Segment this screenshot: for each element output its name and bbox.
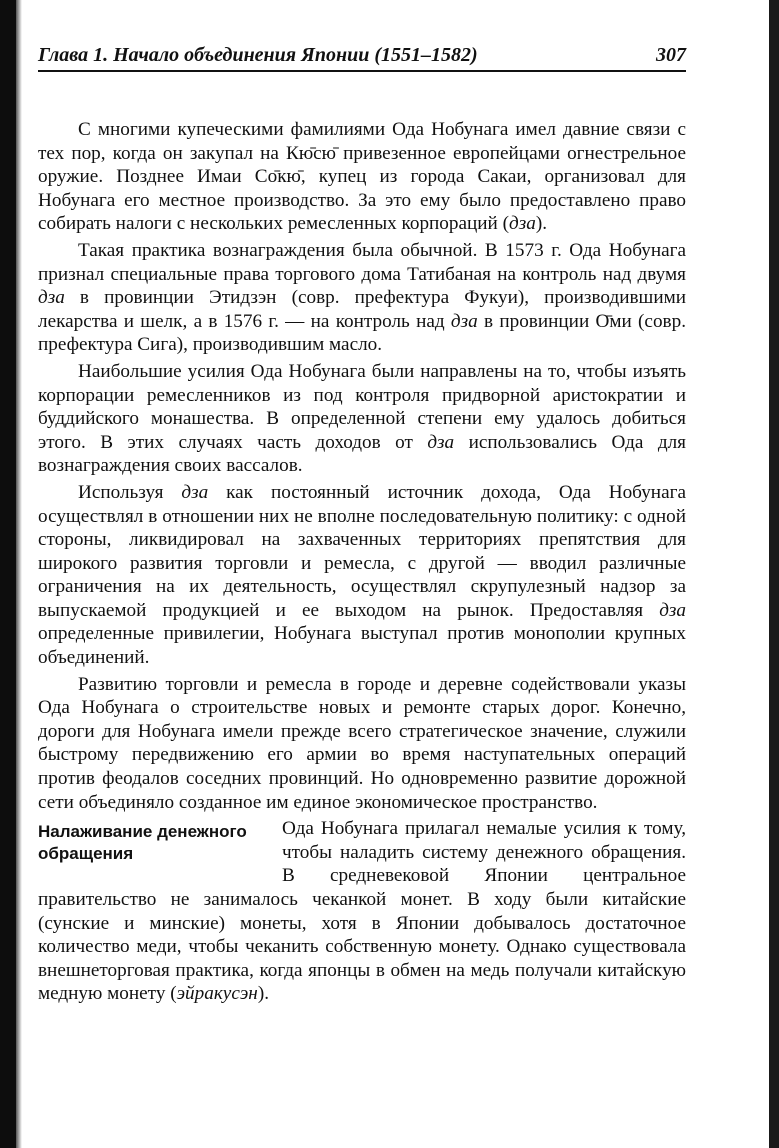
section-sidehead: Налаживание денежного обращения bbox=[38, 822, 247, 864]
scan-shadow-right bbox=[769, 0, 779, 1148]
text-run: определенные привилегии, Нобунага выступал против монополии крупных объединений. bbox=[38, 623, 686, 669]
text-run: Развитию торговли и ремесла в городе и деревне содействовали указы Ода Нобунага о строительстве новых и ремонте старых дорог. Конечно, дороги для Нобунага имели прежде всего стратегическое значение, служили быстрому передвижению его армии во время наступательных операций против феодалов соседних провинций. Но одновременно развитие дорожной сети объединяло созданное им единое экономическое пространство. bbox=[38, 673, 686, 813]
running-header bbox=[38, 44, 686, 72]
text-run: С многими купеческими фамилиями Ода Нобунага имел давние связи с тех пор, когда он закупал на Кю̄сю̄ привезенное европейцами огнестрельное оружие. Позднее Имаи Со̄кю̄, купец из города Сакаи, организовал для Нобунага его местное производство. За это ему было предоставлено право собирать налоги с нескольких ремесленных корпораций ( bbox=[38, 119, 686, 235]
text-run: как постоянный источник дохода, Ода Нобунага осуществлял в отношении них не вполне последовательную политику: с одной стороны, ликвидировал на захваченных территориях препятствия для широкого развития торговли и ремесла, с другой — вводил различные ограничения на их деятельность, осуществлял скрупулезный надзор за выпускаемой продукцией и ее выходом на рынок. Предоставляя bbox=[38, 481, 686, 621]
scan-shadow-left bbox=[0, 0, 16, 1148]
term-dza: дза bbox=[509, 213, 536, 235]
text-run: ). bbox=[257, 983, 270, 1005]
paragraph-1 bbox=[38, 118, 686, 236]
text-run: в провинции О̄ми (совр. префектура Сига), производившим масло. bbox=[38, 310, 686, 356]
term-dza: дза bbox=[181, 481, 209, 503]
paragraph-4 bbox=[38, 481, 686, 670]
chapter-title: Глава 1. Начало объединения Японии (1551–1582) bbox=[38, 44, 478, 66]
body-text bbox=[38, 118, 686, 1006]
paragraph-2 bbox=[38, 239, 686, 357]
term-dza: дза bbox=[659, 599, 686, 621]
book-page bbox=[38, 44, 686, 1006]
term-dza: дза bbox=[450, 310, 478, 332]
text-run: Наибольшие усилия Ода Нобунага были направлены на то, чтобы изъять корпорации ремесленников из под контроля придворной аристократии и буддийского монашества. В определенной степени ему удалось добиться этого. В этих случаях часть доходов от bbox=[38, 360, 686, 453]
term-eirakusen: эйракусэн bbox=[176, 983, 258, 1005]
text-run: в провинции Этидзэн (совр. префектура Фукуи), производившими лекарства и шелк, а в 1576 г. — на контроль над bbox=[38, 287, 686, 332]
page-number: 307 bbox=[656, 44, 686, 66]
paragraph-3 bbox=[38, 360, 686, 478]
text-run: использовались Ода для вознаграждения своих вассалов. bbox=[38, 431, 686, 477]
text-run: Ода Нобунага прилагал немалые усилия к тому, чтобы наладить систему денежного обращения. В средневековой Японии центральное правительство не занималось чеканкой монет. В ходу были китайские (сунские и минские) монеты, хотя в Японии добывалось достаточное количество меди, чтобы чеканить собственную монету. Однако существовала внешнеторговая практика, когда японцы в обмен на медь получали китайскую медную монету ( bbox=[38, 818, 686, 1005]
text-run: Используя bbox=[78, 481, 182, 503]
term-dza: дза bbox=[38, 287, 65, 309]
paragraph-5 bbox=[38, 673, 686, 815]
text-run: ). bbox=[535, 213, 547, 235]
scan-shadow-left-gradient bbox=[16, 0, 22, 1148]
paragraph-6 bbox=[38, 817, 686, 1006]
term-dza: дза bbox=[427, 431, 455, 453]
text-run: Такая практика вознаграждения была обычной. В 1573 г. Ода Нобунага признал специальные права торгового дома Татибаная на контроль над двумя bbox=[38, 239, 686, 285]
